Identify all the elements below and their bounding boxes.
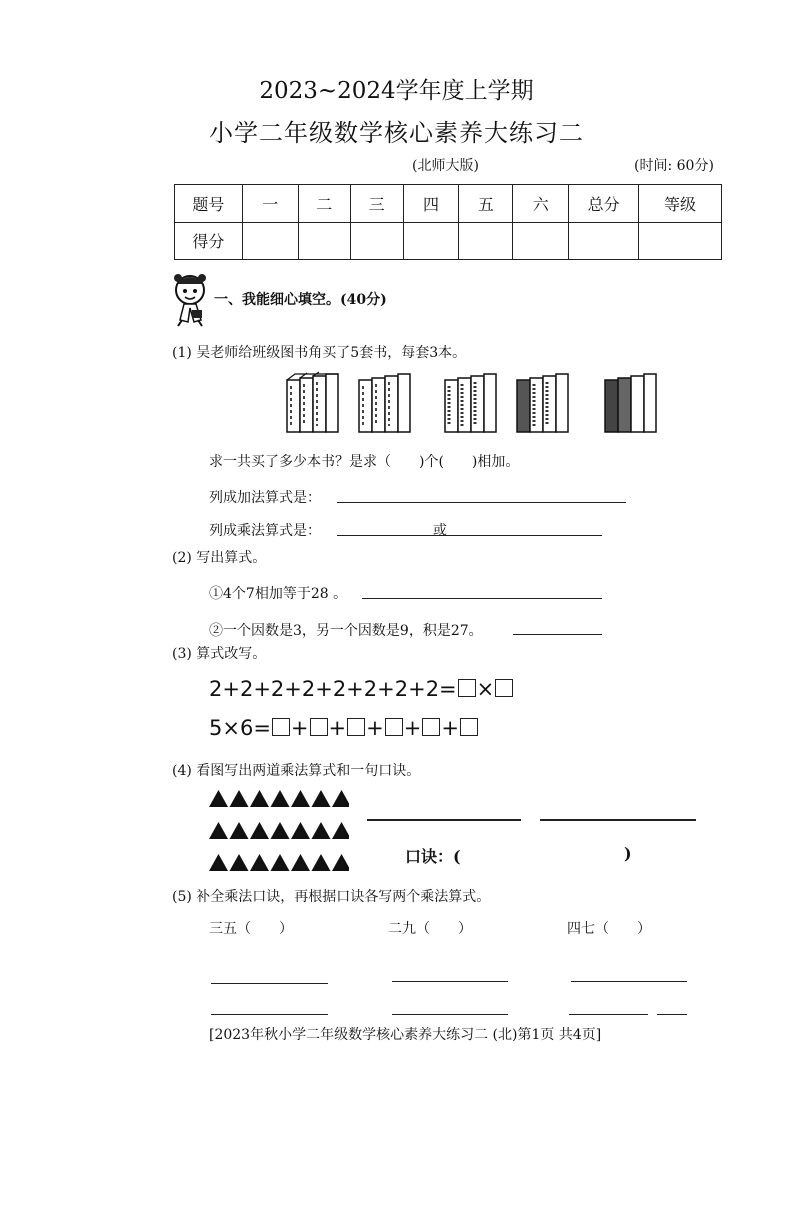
score-cell[interactable] bbox=[513, 222, 569, 260]
answer-box[interactable] bbox=[272, 718, 290, 736]
q4-answer-line-2[interactable] bbox=[540, 819, 696, 821]
plus-sign: + bbox=[290, 716, 309, 740]
score-value-row bbox=[175, 222, 722, 260]
score-cell[interactable] bbox=[459, 222, 513, 260]
answer-box[interactable] bbox=[422, 718, 440, 736]
section-1-heading: 一、我能细心填空。(40分) bbox=[214, 292, 387, 308]
triangle-icon bbox=[209, 822, 228, 839]
q1-or: 或 bbox=[433, 523, 447, 539]
triangle-icon bbox=[209, 854, 228, 871]
page-title: 2023~2024学年度上学期 bbox=[259, 78, 534, 104]
answer-box[interactable] bbox=[458, 679, 476, 697]
score-table bbox=[174, 184, 722, 260]
triangle-icon bbox=[250, 790, 269, 807]
book-set-icon bbox=[445, 374, 496, 432]
page-subtitle: 小学二年级数学核心素养大练习二 bbox=[209, 119, 584, 147]
score-header-cell: 等级 bbox=[639, 185, 722, 223]
score-header-cell: 一 bbox=[242, 185, 298, 223]
book-set-icon bbox=[287, 372, 338, 432]
q5-item: 三五（ ） bbox=[209, 921, 293, 937]
q1-ask: 求一共买了多少本书？是求（ )个( )相加。 bbox=[209, 454, 520, 470]
score-cell[interactable] bbox=[350, 222, 403, 260]
q5-item: 二九（ ） bbox=[388, 921, 472, 937]
edition-label: (北师大版) bbox=[412, 158, 479, 174]
triangle-icon bbox=[230, 854, 249, 871]
q5-answer-line[interactable] bbox=[657, 1014, 687, 1015]
time-label: (时间: 60分) bbox=[634, 158, 714, 174]
q1-add-label: 列成加法算式是： bbox=[209, 490, 321, 506]
q1-mul-label: 列成乘法算式是： bbox=[209, 523, 321, 539]
book-set-icon bbox=[605, 374, 656, 432]
score-cell[interactable] bbox=[242, 222, 298, 260]
q2-a-text: ①4个7相加等于28 。 bbox=[209, 586, 348, 602]
book-set-icon bbox=[359, 374, 410, 432]
q5-text: (5) 补全乘法口诀，再根据口诀各写两个乘法算式。 bbox=[172, 889, 491, 905]
q4-koujue-close: ) bbox=[624, 844, 632, 863]
q4-answer-line-1[interactable] bbox=[367, 819, 521, 821]
q2-a-answer-line[interactable] bbox=[362, 598, 602, 599]
times-sign: × bbox=[476, 677, 495, 701]
q1-add-answer-line[interactable] bbox=[337, 502, 626, 503]
triangle-icon bbox=[230, 790, 249, 807]
plus-sign: + bbox=[441, 716, 459, 740]
book-set-icon bbox=[517, 374, 568, 432]
q3-expr1-text: 2+2+2+2+2+2+2+2= bbox=[209, 677, 457, 701]
triangle-icon bbox=[230, 822, 249, 839]
q1-mul-answer-line[interactable] bbox=[337, 535, 602, 536]
triangle-icon bbox=[312, 790, 331, 807]
score-cell[interactable] bbox=[639, 222, 722, 260]
plus-sign: + bbox=[403, 716, 422, 740]
q2-text: (2) 写出算式。 bbox=[172, 550, 267, 566]
score-header-cell: 六 bbox=[513, 185, 569, 223]
triangle-icon bbox=[332, 822, 349, 839]
q4-koujue-label: 口诀：( bbox=[405, 847, 461, 866]
answer-box[interactable] bbox=[460, 718, 478, 736]
q5-answer-line[interactable] bbox=[211, 983, 328, 984]
q5-answer-line[interactable] bbox=[392, 981, 508, 982]
score-header-cell: 题号 bbox=[175, 185, 243, 223]
page-footer: [2023年秋小学二年级数学核心素养大练习二 (北)第1页 共4页] bbox=[209, 1027, 602, 1043]
answer-box[interactable] bbox=[385, 718, 403, 736]
score-cell[interactable] bbox=[403, 222, 459, 260]
score-cell[interactable] bbox=[569, 222, 639, 260]
triangle-icon bbox=[271, 790, 290, 807]
triangle-icon bbox=[291, 790, 310, 807]
triangle-grid bbox=[207, 788, 349, 876]
q3-expression-1 bbox=[209, 677, 514, 701]
score-row-label: 得分 bbox=[175, 222, 243, 260]
score-cell[interactable] bbox=[298, 222, 350, 260]
q5-answer-line[interactable] bbox=[392, 1014, 508, 1015]
triangle-icon bbox=[312, 854, 331, 871]
score-header-row bbox=[175, 185, 722, 223]
triangle-icon bbox=[209, 790, 228, 807]
q2-b-answer-line[interactable] bbox=[513, 634, 602, 635]
triangle-icon bbox=[250, 822, 269, 839]
score-header-cell: 四 bbox=[403, 185, 459, 223]
mascot-icon bbox=[170, 272, 212, 328]
triangle-icon bbox=[312, 822, 331, 839]
q3-expression-2 bbox=[209, 716, 479, 740]
book-sets-illustration bbox=[285, 370, 665, 436]
triangle-icon bbox=[271, 854, 290, 871]
q3-expr2-text: 5×6= bbox=[209, 716, 271, 740]
q4-text: (4) 看图写出两道乘法算式和一句口诀。 bbox=[172, 763, 421, 779]
score-header-cell: 五 bbox=[459, 185, 513, 223]
triangle-icon bbox=[332, 854, 349, 871]
score-header-cell: 三 bbox=[350, 185, 403, 223]
answer-box[interactable] bbox=[495, 679, 513, 697]
plus-sign: + bbox=[328, 716, 347, 740]
score-header-cell: 二 bbox=[298, 185, 350, 223]
q5-answer-line[interactable] bbox=[571, 981, 687, 982]
triangle-icon bbox=[332, 790, 349, 807]
q5-answer-line[interactable] bbox=[211, 1014, 328, 1015]
triangle-icon bbox=[291, 854, 310, 871]
plus-sign: + bbox=[366, 716, 384, 740]
q5-answer-line[interactable] bbox=[569, 1014, 648, 1015]
q3-text: (3) 算式改写。 bbox=[172, 646, 267, 662]
answer-box[interactable] bbox=[310, 718, 328, 736]
q2-b-text: ②一个因数是3，另一个因数是9，积是27。 bbox=[209, 623, 483, 639]
q5-item: 四七（ ） bbox=[567, 921, 651, 937]
q1-text: (1) 吴老师给班级图书角买了5套书，每套3本。 bbox=[172, 345, 467, 361]
answer-box[interactable] bbox=[347, 718, 365, 736]
triangle-icon bbox=[291, 822, 310, 839]
score-header-cell: 总分 bbox=[569, 185, 639, 223]
triangle-icon bbox=[271, 822, 290, 839]
triangle-icon bbox=[250, 854, 269, 871]
